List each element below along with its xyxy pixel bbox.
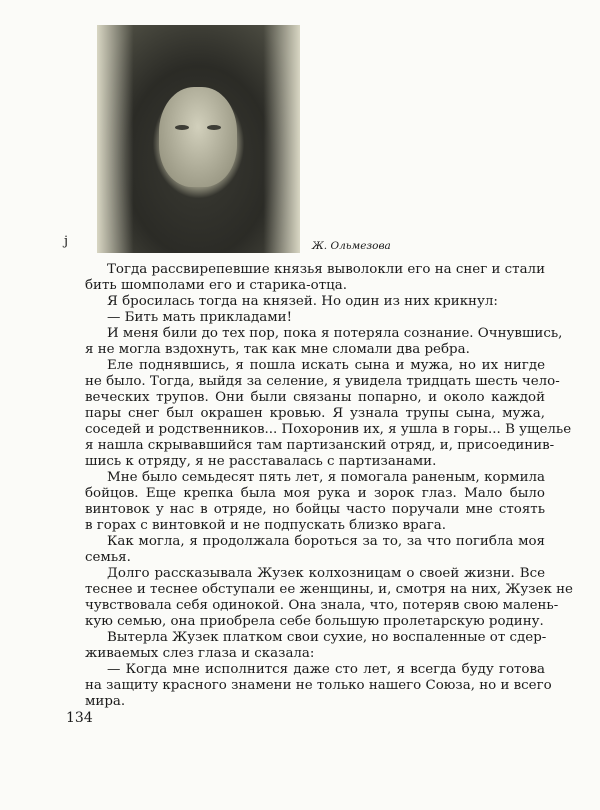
body-text (85, 262, 573, 710)
text-line: И меня били до тех пор, пока я потеряла сознание. Очнувшись, (107, 326, 563, 341)
text-line: теснее и теснее обступали ее женщины, и, смотря на них, Жузек не (85, 582, 573, 597)
portrait-eye (207, 125, 221, 130)
text-line: я не могла вздохнуть, так как мне сломали два ребра. (85, 342, 470, 357)
text-line: веческих трупов. Они были связаны попарно, и около каждой (85, 390, 545, 405)
portrait-photo (97, 25, 300, 253)
text-line: живаемых слез глаза и сказала: (85, 646, 315, 661)
text-line: пары снег был окрашен кровью. Я узнала трупы сына, мужа, (85, 406, 545, 421)
paragraph (85, 470, 545, 534)
paragraph (85, 310, 545, 326)
paragraph (85, 294, 545, 310)
text-line: бить шомполами его и старика-отца. (85, 278, 347, 293)
text-line: соседей и родственников... Похоронив их, я ушла в горы... В ущелье (85, 422, 572, 437)
text-line: Я бросилась тогда на князей. Но один из них крикнул: (107, 294, 498, 309)
text-line: на защиту красного знамени не только нашего Союза, но и всего (85, 678, 552, 693)
portrait-eye (175, 125, 189, 130)
text-line: — Бить мать прикладами! (107, 310, 292, 325)
text-line: Как могла, я продолжала бороться за то, за что погибла моя (107, 534, 545, 549)
text-line: Мне было семьдесят пять лет, я помогала раненым, кормила (107, 470, 545, 485)
text-line: мира. (85, 694, 126, 709)
text-line: Долго рассказывала Жузек колхозницам о своей жизни. Все (107, 566, 545, 581)
paragraph (85, 358, 572, 470)
text-line: Еле поднявшись, я пошла искать сына и мужа, но их нигде (107, 358, 545, 373)
text-line: не было. Тогда, выйдя за селение, я увидела тридцать шесть чело- (85, 374, 560, 389)
text-line: я нашла скрывавшийся там партизанский отряд, и, присоединив- (85, 438, 555, 453)
portrait-face (159, 87, 237, 187)
text-line: чувствовала себя одинокой. Она знала, что, потеряв свою малень- (85, 598, 559, 613)
paragraph (85, 662, 552, 710)
margin-mark: j (64, 234, 69, 249)
text-line: в горах с винтовкой и не подпускать близко врага. (85, 518, 446, 533)
paragraph (85, 534, 545, 566)
paragraph (85, 630, 545, 662)
paragraph (85, 566, 573, 630)
text-line: винтовок у нас в отряде, но бойцы часто поручали мне стоять (85, 502, 545, 517)
page-number: 134 (66, 710, 93, 726)
text-line: шись к отряду, я не расставалась с партизанами. (85, 454, 437, 469)
text-line: — Когда мне исполнится даже сто лет, я всегда буду готова (107, 662, 545, 677)
photo-caption: Ж. Ольмезова (312, 240, 391, 252)
text-line: бойцов. Еще крепка была моя рука и зорок глаз. Мало было (85, 486, 545, 501)
paragraph (85, 262, 545, 294)
text-line: Вытерла Жузек платком свои сухие, но воспаленные от сдер- (107, 630, 547, 645)
text-line: семья. (85, 550, 131, 565)
paragraph (85, 326, 563, 358)
text-line: кую семью, она приобрела себе большую пролетарскую родину. (85, 614, 544, 629)
text-line: Тогда рассвирепевшие князья выволокли его на снег и стали (107, 262, 545, 277)
